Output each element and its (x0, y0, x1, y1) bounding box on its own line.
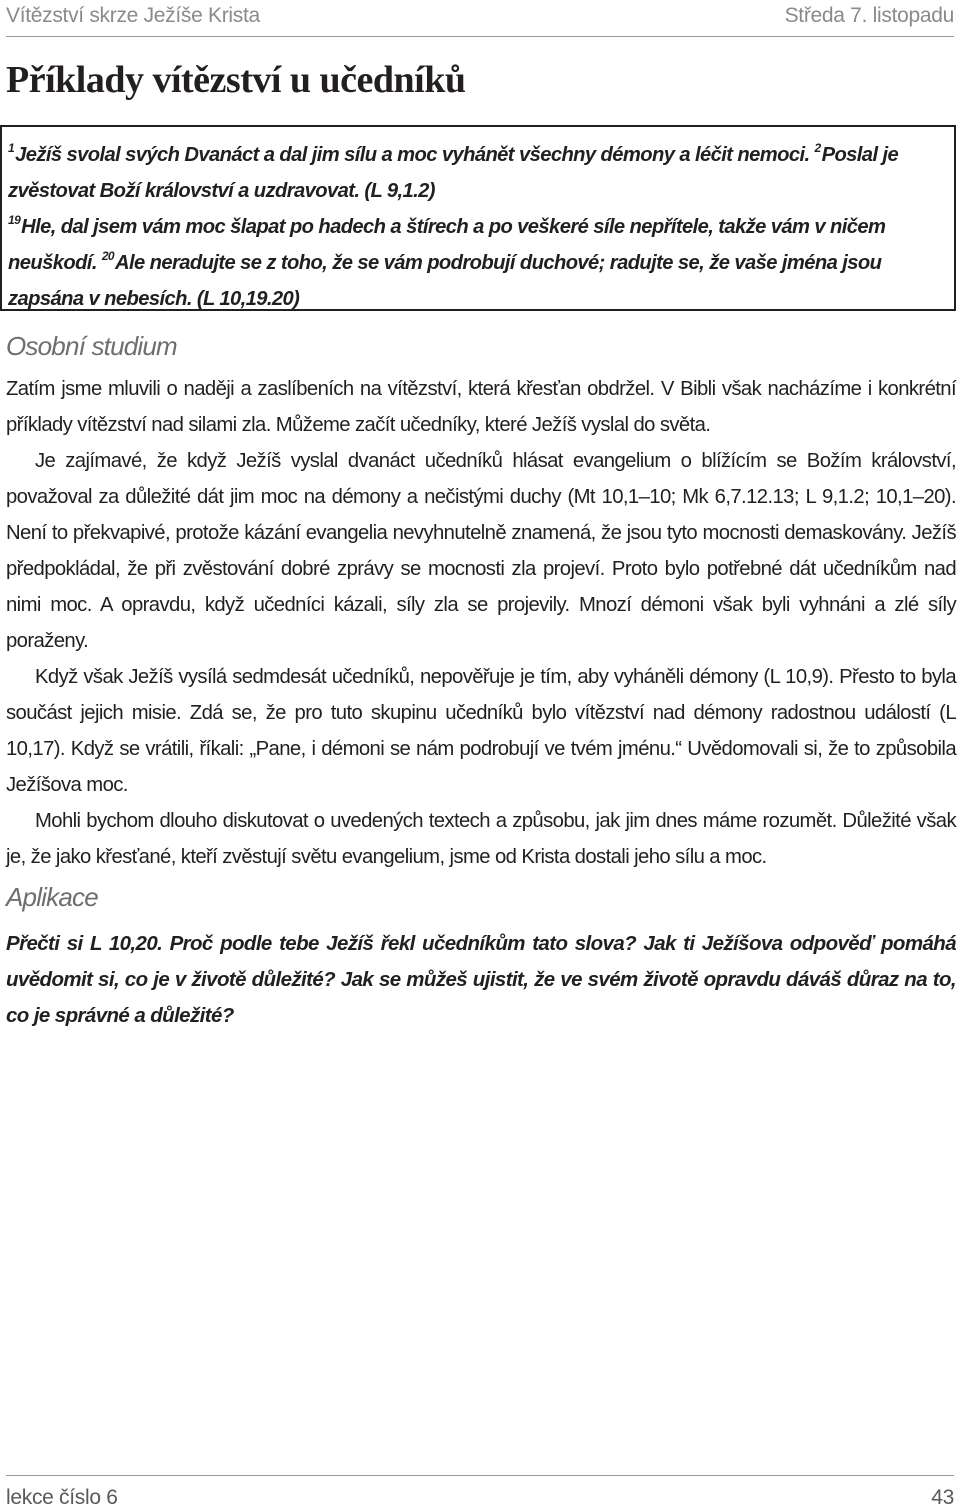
verse-number: 20 (101, 249, 114, 263)
verse-text: Poslal je zvěstovat Boží království a uzdravovat. (L 9,1.2) (8, 144, 899, 202)
personal-study-body (6, 371, 956, 875)
running-header-date: Středa 7. listopadu (784, 4, 954, 27)
verse-text: Ale neradujte se z toho, že se vám podrobují duchové; radujte se, že vaše jména jsou zapsána v nebesích. (L 10,19.20) (8, 252, 882, 310)
study-paragraph: Je zajímavé, že když Ježíš vyslal dvanáct učedníků hlásat evangelium o blížícím se Božím království, považoval za důležité dát jim moc na démony a nečistými duchy (Mt 10,1–10; Mk 6,7.12.13; L 9,1.2; 10,1–20). Není to překvapivé, protože kázání evangelia nevyhnutelně znamená, že jsou tyto mocnosti demaskovány. Ježíš předpokládal, že při zvěstování dobré zprávy se mocnosti zla projeví. Proto bylo potřebné dát učedníkům nad nimi moc. A opravdu, když učedníci kázali, síly zla se projevily. Mnozí démoni však byli vyhnáni a zlé síly poraženy. (6, 450, 956, 652)
section-heading-personal-study: Osobní studium (6, 331, 177, 361)
study-paragraph: Když však Ježíš vysílá sedmdesát učedníků, nepověřuje je tím, aby vyháněli démony (L 10,9). Přesto to byla součást jejich misie. Zdá se, že pro tuto skupinu učedníků bylo vítězství nad démony radostnou událostí (L 10,17). Když se vrátili, říkali: „Pane, i démoni se nám podrobují ve tvém jménu.“ Uvědomovali si, že to způsobila Ježíšova moc. (6, 666, 956, 796)
page-footer (6, 1475, 954, 1512)
lesson-number: lekce číslo 6 (6, 1486, 118, 1509)
study-paragraph: Mohli bychom dlouho diskutovat o uvedených textech a způsobu, jak jim dnes máme rozumět. Důležité však je, že jako křesťané, kteří zvěstují světu evangelium, jsme od Krista dostali jeho sílu a moc. (6, 810, 956, 868)
verse-text: Hle, dal jsem vám moc šlapat po hadech a štírech a po veškeré síle nepřítele, takže vám v ničem neuškodí. (8, 216, 886, 274)
page-title: Příklady vítězství u učedníků (6, 59, 466, 101)
verse-text: Ježíš svolal svých Dvanáct a dal jim sílu a moc vyhánět všechny démony a léčit nemoci. (15, 144, 815, 166)
section-heading-application: Aplikace (6, 882, 98, 912)
page-header (6, 0, 954, 37)
study-paragraph: Zatím jsme mluvili o naději a zaslíbeních na vítězství, která křesťan obdržel. V Bibli však nacházíme i konkrétní příklady vítězství nad silami zla. Můžeme začít učedníky, které Ježíš vyslal do světa. (6, 378, 956, 436)
page-number: 43 (931, 1486, 954, 1509)
bible-verse-box (0, 125, 956, 311)
running-header-title: Vítězství skrze Ježíše Krista (6, 4, 260, 27)
application-questions: Přečti si L 10,20. Proč podle tebe Ježíš řekl učedníkům tato slova? Jak ti Ježíšova odpověď pomáhá uvědomit si, co je v životě důležité? Jak se můžeš ujistit, že ve svém životě opravdu dáváš důraz na to, co je správné a důležité? (6, 932, 956, 1027)
verse-block-luke-10 (8, 209, 946, 317)
verse-number: 19 (8, 213, 21, 227)
verse-block-luke-9 (8, 137, 946, 209)
verse-number: 2 (814, 141, 821, 155)
verse-number: 1 (8, 141, 15, 155)
